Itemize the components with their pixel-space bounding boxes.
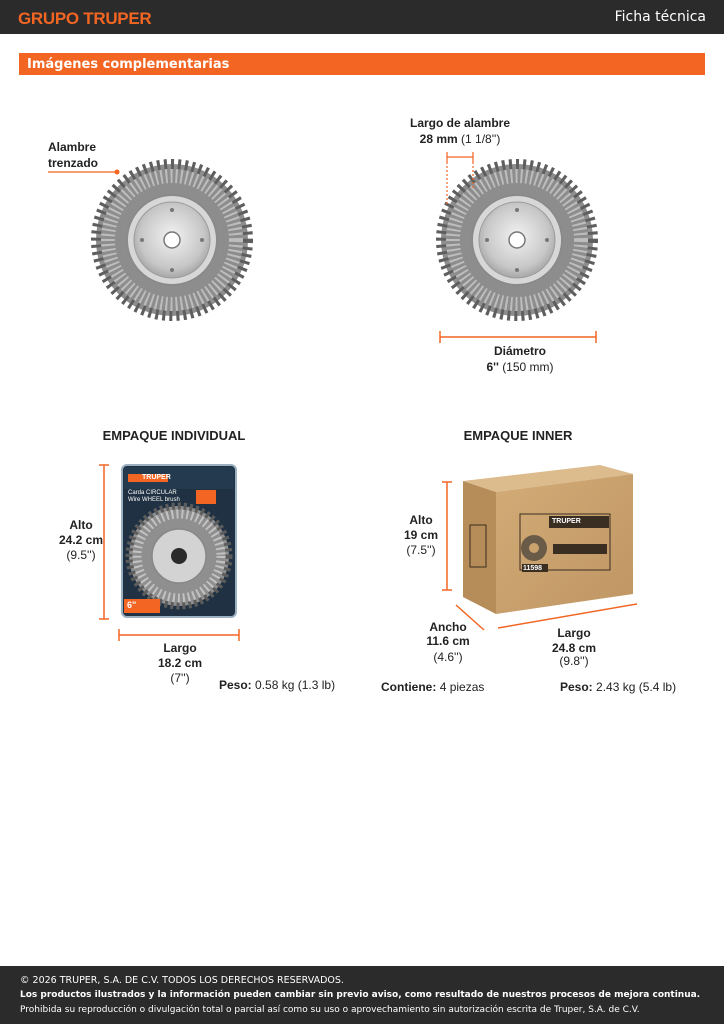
footer-notice: Los productos ilustrados y la información pueden cambiar sin previo aviso, como resultado de nuestros procesos de mejora continua.: [20, 990, 701, 1000]
brand-logo: GRUPO TRUPER: [18, 9, 152, 28]
individual-weight: [219, 678, 335, 693]
card-size: 6": [127, 600, 137, 610]
length-value: 28 mm: [419, 132, 458, 146]
individual-height-label: Alto: [69, 518, 93, 532]
inner-width-cm: 11.6 cm: [426, 634, 470, 648]
footer-copyright: © 2026 TRUPER, S.A. DE C.V. TODOS LOS DERECHOS RESERVADOS.: [20, 975, 344, 986]
length-value-in: (1 1/8''): [461, 132, 501, 146]
individual-length-dimension: [119, 629, 239, 641]
individual-weight-value: 0.58 kg (1.3 lb): [255, 678, 336, 692]
individual-height-in: (9.5''): [66, 548, 96, 562]
card-brand: TRUPER: [142, 474, 171, 481]
inner-height-label: Alto: [409, 513, 433, 527]
wire-label-line2: trenzado: [48, 156, 99, 170]
document-type: Ficha técnica: [614, 9, 706, 25]
wire-pointer-dot: [115, 170, 120, 175]
individual-weight-label: Peso:: [219, 678, 252, 692]
length-label: Largo de alambre: [409, 116, 511, 130]
diameter-value-line: [460, 360, 580, 375]
wire-wheel-front: [96, 164, 248, 316]
section-title: Imágenes complementarias: [27, 57, 230, 72]
inner-length-in: (9.8''): [559, 654, 589, 668]
diameter-label: Diámetro: [493, 344, 546, 358]
wire-label-line1: Alambre: [48, 140, 97, 154]
individual-length-label: Largo: [163, 641, 197, 655]
inner-height-cm: 19 cm: [403, 528, 439, 542]
footer: [0, 966, 724, 1024]
inner-contents-value: 4 piezas: [439, 680, 485, 694]
inner-weight: [560, 680, 676, 695]
diameter-value: 6'': [486, 360, 499, 374]
inner-width-label: Ancho: [429, 620, 467, 634]
card-title-line2: Wire WHEEL brush: [128, 497, 180, 503]
inner-weight-value: 2.43 kg (5.4 lb): [596, 680, 677, 694]
card-title-line1: Carda CIRCULAR: [128, 490, 177, 496]
inner-contents-label: Contiene:: [381, 680, 437, 694]
inner-contents: [381, 680, 484, 695]
box-code: 11598: [523, 565, 543, 572]
inner-length-cm: 24.8 cm: [551, 641, 597, 655]
inner-pack-title: EMPAQUE INNER: [463, 428, 573, 443]
individual-height-cm: 24.2 cm: [58, 533, 104, 547]
inner-width-in: (4.6''): [433, 650, 463, 664]
diameter-dimension: [440, 331, 596, 343]
length-value-line: [400, 132, 520, 147]
wire-wheel-dimensioned: [441, 164, 593, 316]
inner-box: [463, 465, 633, 614]
diameter-value-mm: (150 mm): [502, 360, 554, 374]
individual-length-in: (7''): [170, 671, 190, 685]
footer-prohibition: Prohibida su reproducción o divulgación total o parcial así como su uso o aprovechamiento sin autorización escrita de Truper, S.A. de C.V.: [20, 1005, 640, 1015]
box-brand: TRUPER: [552, 518, 581, 525]
individual-length-cm: 18.2 cm: [157, 656, 203, 670]
individual-pack-title: EMPAQUE INDIVIDUAL: [102, 428, 246, 443]
inner-length-label: Largo: [557, 626, 591, 640]
inner-height-in: (7.5''): [406, 543, 436, 557]
blister-card: [122, 465, 236, 617]
inner-weight-label: Peso:: [560, 680, 593, 694]
